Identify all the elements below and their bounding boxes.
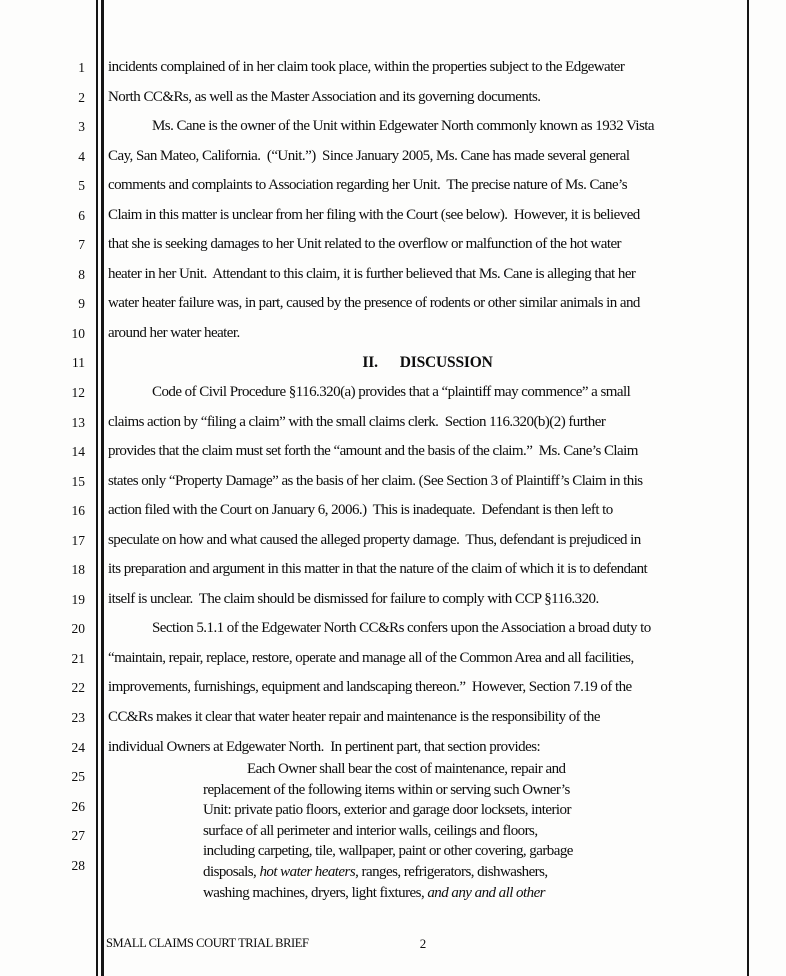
section-heading: II. DISCUSSION <box>362 354 493 372</box>
line-number: 28 <box>71 857 85 873</box>
right-margin-rule <box>747 0 749 976</box>
text-segment: washing machines, dryers, light fixtures, <box>203 884 428 901</box>
blockquote-line <box>203 841 573 862</box>
line-number: 7 <box>78 237 85 253</box>
line-number: 21 <box>71 650 85 666</box>
line-number: 23 <box>71 710 85 726</box>
line-number: 18 <box>71 562 85 578</box>
line-number: 17 <box>71 532 85 548</box>
body-line: action filed with the Court on January 6, 2006.) This is inadequate. Defendant is then left to <box>108 502 613 519</box>
line-number: 15 <box>71 473 85 489</box>
text-segment: including carpeting, tile, wallpaper, paint or other covering, garbage <box>203 843 573 860</box>
page-number: 2 <box>419 936 427 951</box>
line-number: 12 <box>71 385 85 401</box>
body-line: “maintain, repair, replace, restore, operate and manage all of the Common Area and all facilities, <box>108 649 634 666</box>
blockquote-line <box>203 862 573 883</box>
line-number: 11 <box>72 355 85 371</box>
line-number: 6 <box>78 207 85 223</box>
blockquote-line <box>203 780 573 801</box>
text-segment: replacement of the following items within or serving such Owner’s <box>203 781 570 798</box>
line-number: 5 <box>78 178 85 194</box>
italic-text: and any and all other <box>427 884 545 901</box>
line-number: 4 <box>78 148 85 164</box>
line-number: 20 <box>71 621 85 637</box>
line-number: 25 <box>71 769 85 785</box>
italic-text: hot water heaters <box>259 863 356 880</box>
body-line: individual Owners at Edgewater North. In pertinent part, that section provides: <box>108 738 541 755</box>
text-segment: disposals, <box>203 863 260 880</box>
body-line: around her water heater. <box>108 324 240 341</box>
line-number: 8 <box>78 266 85 282</box>
text-segment: Each Owner shall bear the cost of maintenance, repair and <box>247 761 566 777</box>
line-number: 19 <box>71 591 85 607</box>
body-line: itself is unclear. The claim should be dismissed for failure to comply with CCP §116.320. <box>108 590 599 607</box>
body-line: provides that the claim must set forth the “amount and the basis of the claim.” Ms. Cane’s Claim <box>108 443 638 460</box>
body-line: Code of Civil Procedure §116.320(a) provides that a “plaintiff may commence” a small <box>152 384 631 401</box>
line-number: 13 <box>71 414 85 430</box>
line-number: 16 <box>71 503 85 519</box>
body-line: CC&Rs makes it clear that water heater repair and maintenance is the responsibility of the <box>108 709 600 726</box>
line-number: 1 <box>78 60 85 75</box>
line-number: 9 <box>78 296 85 312</box>
line-number: 14 <box>71 444 85 460</box>
body-line: Claim in this matter is unclear from her filing with the Court (see below). However, it is believed <box>108 206 640 223</box>
body-line: comments and complaints to Association regarding her Unit. The precise nature of Ms. Cane’s <box>108 177 627 194</box>
line-number-column <box>30 53 85 880</box>
body-text <box>108 53 747 762</box>
line-number: 3 <box>78 119 85 135</box>
line-number: 22 <box>71 680 85 696</box>
line-number: 24 <box>71 739 85 755</box>
left-margin-rule-thick <box>101 0 104 976</box>
line-number: 10 <box>71 325 85 341</box>
body-line: states only “Property Damage” as the basis of her claim. (See Section 3 of Plaintiff’s Claim in this <box>108 472 643 489</box>
blockquote-line <box>203 883 573 904</box>
text-segment: , ranges, refrigerators, dishwashers, <box>355 863 548 880</box>
footer-title: SMALL CLAIMS COURT TRIAL BRIEF <box>106 936 309 950</box>
line-number: 26 <box>71 798 85 814</box>
body-line: improvements, furnishings, equipment and landscaping thereon.” However, Section 7.19 of the <box>108 679 632 696</box>
blockquote-line <box>203 821 573 842</box>
body-line: water heater failure was, in part, caused by the presence of rodents or other similar animals in and <box>108 295 640 312</box>
text-segment: Unit: private patio floors, exterior and garage door locksets, interior <box>203 802 571 819</box>
line-number: 27 <box>71 828 85 844</box>
body-line: North CC&Rs, as well as the Master Association and its governing documents. <box>108 88 541 105</box>
body-line: its preparation and argument in this matter in that the nature of the claim of which it is to defendant <box>108 561 648 578</box>
line-number: 2 <box>78 89 85 105</box>
text-segment: surface of all perimeter and interior walls, ceilings and floors, <box>203 822 538 839</box>
body-line: speculate on how and what caused the alleged property damage. Thus, defendant is prejudiced in <box>108 531 641 548</box>
body-line: Section 5.1.1 of the Edgewater North CC&Rs confers upon the Association a broad duty to <box>152 620 651 637</box>
body-line: that she is seeking damages to her Unit related to the overflow or malfunction of the hot water <box>108 236 621 253</box>
blockquote <box>203 759 573 903</box>
body-line: claims action by “filing a claim” with the small claims clerk. Section 116.320(b)(2) further <box>108 413 606 430</box>
blockquote-line <box>203 759 573 780</box>
body-line: Cay, San Mateo, California. (“Unit.”) Since January 2005, Ms. Cane has made several general <box>108 147 630 164</box>
body-line: heater in her Unit. Attendant to this claim, it is further believed that Ms. Cane is alleging that her <box>108 265 636 282</box>
blockquote-line <box>203 800 573 821</box>
body-line: Ms. Cane is the owner of the Unit within Edgewater North commonly known as 1932 Vista <box>152 118 654 135</box>
body-line: incidents complained of in her claim took place, within the properties subject to the Edgewater <box>108 59 625 75</box>
left-margin-rule-thin <box>96 0 98 976</box>
